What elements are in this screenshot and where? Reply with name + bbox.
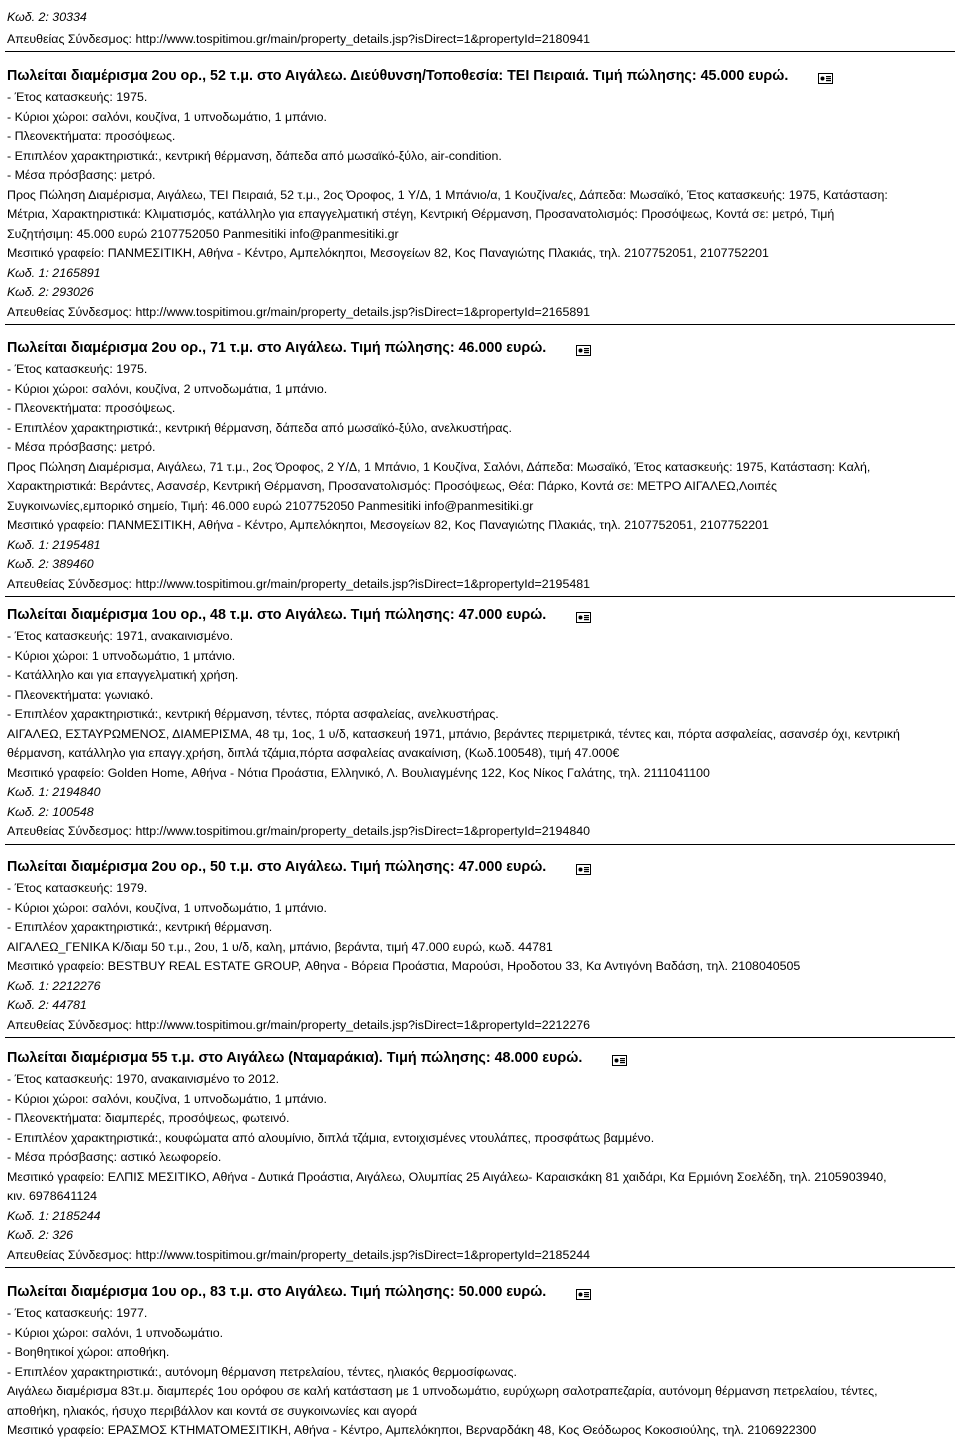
listing-feature: - Πλεονεκτήματα: διαμπερές, προσόψεως, φωτεινό. bbox=[7, 1111, 290, 1125]
listing-feature: - Πλεονεκτήματα: προσόψεως. bbox=[7, 401, 176, 415]
listing-code-2: Κωδ. 2: 44781 bbox=[7, 998, 87, 1012]
separator bbox=[5, 596, 955, 597]
listing-feature: - Έτος κατασκευής: 1970, ανακαινισμένο το 2012. bbox=[7, 1072, 280, 1086]
listing-agency: Μεσιτικό γραφείο: Golden Home, Αθήνα - Νότια Προάστια, Ελληνικό, Λ. Βουλιαγμένης 122, Κος Νίκος Γαλάτης, τηλ. 2111041100 bbox=[7, 765, 710, 780]
listing-description: Συγκοινωνίες,εμπορικό σημείο, Τιμή: 46.000 ευρώ 2107752050 Panmesitiki info@panmesitiki.gr bbox=[7, 498, 534, 513]
listing-feature: - Βοηθητικοί χώροι: αποθήκη. bbox=[7, 1345, 170, 1359]
listing-code-1: Κωδ. 1: 2165891 bbox=[7, 265, 101, 280]
listing-title bbox=[7, 1282, 953, 1302]
listing-description: ΑΙΓΑΛΕΩ, ΕΣΤΑΥΡΩΜΕΝΟΣ, ΔΙΑΜΕΡΙΣΜΑ, 48 τμ, 1ος, 1 υ/δ, κατασκευή 1971, μπάνιο, βεράντες περιμετρικά, τέντες και, πόρτα ασφαλείας, ασανσέρ όχι, κεντρική bbox=[7, 726, 900, 741]
listing-code-1: Κωδ. 1: 2185244 bbox=[7, 1208, 101, 1223]
listing-direct-link[interactable]: Απευθείας Σύνδεσμος: http://www.tospitimou.gr/main/property_details.jsp?isDirect=1&propertyId=2194840 bbox=[7, 824, 591, 838]
listing-feature: - Πλεονεκτήματα: προσόψεως. bbox=[7, 129, 176, 143]
listing-title-text: Πωλείται διαμέρισμα 55 τ.μ. στο Αιγάλεω (Νταμαράκια). Τιμή πώλησης: 48.000 ευρώ. bbox=[7, 1050, 583, 1066]
listing-title-text: Πωλείται διαμέρισμα 1ου ορ., 48 τ.μ. στο Αιγάλεω. Τιμή πώλησης: 47.000 ευρώ. bbox=[7, 607, 547, 623]
listing-feature: - Επιπλέον χαρακτηριστικά:, αυτόνομη θέρμανση πετρελαίου, τέντες, ηλιακός θερμοσίφωνας. bbox=[7, 1364, 517, 1379]
listing-feature: - Μέσα πρόσβασης: μετρό. bbox=[7, 168, 156, 182]
listing-description: Προς Πώληση Διαμέρισμα, Αιγάλεω, ΤΕΙ Πειραιά, 52 τ.μ., 2ος Όροφος, 1 Υ/Δ, 1 Μπάνιο/α, 1 Κουζίνα/ες, Δάπεδα: Μωσαϊκό, Έτος κατασκευής: 1975, Κατάσταση: bbox=[7, 187, 888, 202]
listing-direct-link[interactable]: Απευθείας Σύνδεσμος: http://www.tospitimou.gr/main/property_details.jsp?isDirect=1&propertyId=2165891 bbox=[7, 304, 591, 319]
listing-title-text: Πωλείται διαμέρισμα 2ου ορ., 52 τ.μ. στο Αιγάλεω. Διεύθυνση/Τοποθεσία: ΤΕΙ Πειραιά. Τιμή πώλησης: 45.000 ευρώ. bbox=[7, 68, 789, 84]
listing-description: ΑΙΓΑΛΕΩ_ΓΕΝΙΚΑ Κ/διαμ 50 τ.μ., 2ου, 1 υ/δ, καλη, μπάνιο, βεράντα, τιμή 47.000 ευρώ, κωδ. 44781 bbox=[7, 939, 553, 954]
listing-direct-link[interactable]: Απευθείας Σύνδεσμος: http://www.tospitimou.gr/main/property_details.jsp?isDirect=1&propertyId=2195481 bbox=[7, 576, 591, 591]
listing-agency: Μεσιτικό γραφείο: BESTBUY REAL ESTATE GROUP, Αθηνα - Βόρεια Προάστια, Μαρούσι, Ηροδοτου 33, Κα Αντιγόνη Βαδάση, τηλ. 2108040505 bbox=[7, 959, 801, 973]
listing-feature: - Επιπλέον χαρακτηριστικά:, κεντρική θέρμανση, δάπεδα από μωσαϊκό-ξύλο, ανελκυστήρας. bbox=[7, 420, 512, 435]
listing-feature: - Έτος κατασκευής: 1977. bbox=[7, 1306, 148, 1320]
listing-description: Συζητήσιμη: 45.000 ευρώ 2107752050 Panmesitiki info@panmesitiki.gr bbox=[7, 226, 399, 241]
listing-description: Αιγάλεω διαμέρισμα 83τ.μ. διαμπερές 1ου ορόφου σε καλή κατάσταση με 1 υπνοδωμάτιο, ευρύχωρη σαλοτραπεζαρία, αυτόνομη θέρμανση πετρελαίου, τέντες, bbox=[7, 1384, 878, 1398]
listing-title bbox=[7, 605, 953, 625]
top-code: Κωδ. 2: 30334 bbox=[7, 10, 87, 24]
listing-agency: Μεσιτικό γραφείο: ΕΡΑΣΜΟΣ ΚΤΗΜΑΤΟΜΕΣΙΤΙΚΗ, Αθήνα - Κέντρο, Αμπελόκηποι, Βερναρδάκη 48, Κος Θεόδωρος Κοκοσιούλης, τηλ. 2106922300 bbox=[7, 1423, 817, 1437]
listing-title-text: Πωλείται διαμέρισμα 1ου ορ., 83 τ.μ. στο Αιγάλεω. Τιμή πώλησης: 50.000 ευρώ. bbox=[7, 1284, 547, 1300]
listing-agency: κιν. 6978641124 bbox=[7, 1189, 98, 1203]
listing-agency: Μεσιτικό γραφείο: ΕΛΠΙΣ ΜΕΣΙΤΙΚΟ, Αθήνα - Δυτικά Προάστια, Αιγάλεω, Ολυμπίας 25 Αιγάλεω- Καραισκάκη 81 χαιδάρι, Κα Ερμιόνη Σοελέδη, τηλ. 2105903940, bbox=[7, 1169, 887, 1184]
listing-title bbox=[7, 1048, 953, 1068]
listing-agency: Μεσιτικό γραφείο: ΠΑΝΜΕΣΙΤΙΚΗ, Αθήνα - Κέντρο, Αμπελόκηποι, Μεσογείων 82, Κος Παναγιώτης Πλακιάς, τηλ. 2107752051, 2107752201 bbox=[7, 518, 769, 532]
listing-direct-link[interactable]: Απευθείας Σύνδεσμος: http://www.tospitimou.gr/main/property_details.jsp?isDirect=1&propertyId=2212276 bbox=[7, 1017, 591, 1032]
listing-description: Χαρακτηριστικά: Βεράντες, Ασανσέρ, Κεντρική Θέρμανση, Προσανατολισμός: Προσόψεως, Θέα: Πάρκο, Κοντά σε: ΜΕΤΡΟ ΑΙΓΑΛΕΩ,Λοιπές bbox=[7, 479, 777, 493]
listing-code-1: Κωδ. 1: 2194840 bbox=[7, 785, 101, 799]
property-photo-icon[interactable] bbox=[576, 1286, 591, 1297]
listing-feature: - Κύριοι χώροι: σαλόνι, κουζίνα, 1 υπνοδωμάτιο, 1 μπάνιο. bbox=[7, 1091, 327, 1106]
property-photo-icon[interactable] bbox=[576, 861, 591, 872]
listing-description: αποθήκη, ηλιακός, ήσυχο περιβάλλον και κοντά σε συγκοινωνίες και αγορά bbox=[7, 1403, 418, 1418]
listing-agency: Μεσιτικό γραφείο: ΠΑΝΜΕΣΙΤΙΚΗ, Αθήνα - Κέντρο, Αμπελόκηποι, Μεσογείων 82, Κος Παναγιώτης Πλακιάς, τηλ. 2107752051, 2107752201 bbox=[7, 246, 769, 260]
listing-feature: - Κατάλληλο και για επαγγελματική χρήση. bbox=[7, 668, 239, 682]
listing-description: θέρμανση, κατάλληλο για επαγγ.χρήση, διπλά τζάμια,πόρτα ασφαλείας ανακαίνιση, (Κωδ.100548), τιμή 47.000€ bbox=[7, 746, 620, 760]
listing-code-2: Κωδ. 2: 389460 bbox=[7, 557, 94, 571]
separator bbox=[5, 844, 955, 845]
listing-feature: - Έτος κατασκευής: 1971, ανακαινισμένο. bbox=[7, 629, 234, 643]
listing-code-2: Κωδ. 2: 293026 bbox=[7, 285, 94, 299]
listing-description: Μέτρια, Χαρακτηριστικά: Κλιματισμός, κατάλληλο για επαγγελματική στέγη, Κεντρική Θέρμανση, Προσανατολισμός: Προσόψεως, Κοντά σε: μετρό, Τιμή bbox=[7, 207, 835, 221]
separator bbox=[5, 1267, 955, 1268]
listing-code-2: Κωδ. 2: 326 bbox=[7, 1228, 73, 1242]
listing-feature: - Έτος κατασκευής: 1975. bbox=[7, 90, 148, 104]
listing-feature: - Έτος κατασκευής: 1979. bbox=[7, 881, 148, 895]
listing-feature: - Επιπλέον χαρακτηριστικά:, κεντρική θέρμανση, δάπεδα από μωσαϊκό-ξύλο, air-condition. bbox=[7, 148, 502, 163]
listing-description: Προς Πώληση Διαμέρισμα, Αιγάλεω, 71 τ.μ., 2ος Όροφος, 2 Υ/Δ, 1 Μπάνιο, 1 Κουζίνα, Σαλόνι, Δάπεδα: Μωσαϊκό, Έτος κατασκευής: 1975, Κατάσταση: Καλή, bbox=[7, 459, 871, 474]
listing-code-2: Κωδ. 2: 100548 bbox=[7, 804, 94, 819]
property-photo-icon[interactable] bbox=[576, 609, 591, 620]
listing-feature: - Μέσα πρόσβασης: μετρό. bbox=[7, 440, 156, 454]
top-direct-link[interactable]: Απευθείας Σύνδεσμος: http://www.tospitimou.gr/main/property_details.jsp?isDirect=1&propertyId=2180941 bbox=[7, 32, 591, 46]
listing-title bbox=[7, 338, 953, 358]
listing-feature: - Έτος κατασκευής: 1975. bbox=[7, 362, 148, 376]
listing-feature: - Επιπλέον χαρακτηριστικά:, κεντρική θέρμανση. bbox=[7, 920, 273, 934]
listing-feature: - Κύριοι χώροι: σαλόνι, κουζίνα, 1 υπνοδωμάτιο, 1 μπάνιο. bbox=[7, 109, 327, 124]
listing-feature: - Κύριοι χώροι: 1 υπνοδωμάτιο, 1 μπάνιο. bbox=[7, 648, 236, 663]
listing-feature: - Κύριοι χώροι: σαλόνι, κουζίνα, 2 υπνοδωμάτια, 1 μπάνιο. bbox=[7, 381, 328, 396]
listing-title-text: Πωλείται διαμέρισμα 2ου ορ., 50 τ.μ. στο Αιγάλεω. Τιμή πώλησης: 47.000 ευρώ. bbox=[7, 859, 547, 875]
separator bbox=[5, 1037, 955, 1038]
listing-code-1: Κωδ. 1: 2212276 bbox=[7, 978, 101, 993]
listing-title-text: Πωλείται διαμέρισμα 2ου ορ., 71 τ.μ. στο Αιγάλεω. Τιμή πώλησης: 46.000 ευρώ. bbox=[7, 340, 547, 356]
separator bbox=[5, 324, 955, 325]
listing-feature: - Μέσα πρόσβασης: αστικό λεωφορείο. bbox=[7, 1150, 222, 1164]
property-photo-icon[interactable] bbox=[612, 1052, 627, 1063]
listing-title bbox=[7, 66, 953, 86]
property-photo-icon[interactable] bbox=[576, 342, 591, 353]
listing-title bbox=[7, 857, 953, 877]
listing-feature: - Επιπλέον χαρακτηριστικά:, κεντρική θέρμανση, τέντες, πόρτα ασφαλείας, ανελκυστήρας. bbox=[7, 707, 499, 721]
separator bbox=[5, 51, 955, 52]
listing-feature: - Κύριοι χώροι: σαλόνι, κουζίνα, 1 υπνοδωμάτιο, 1 μπάνιο. bbox=[7, 900, 327, 915]
listing-code-1: Κωδ. 1: 2195481 bbox=[7, 537, 101, 552]
property-photo-icon[interactable] bbox=[818, 70, 833, 81]
listing-feature: - Επιπλέον χαρακτηριστικά:, κουφώματα από αλουμίνιο, διπλά τζάμια, εντοιχισμένες ντουλάπες, προσφάτως βαμμένο. bbox=[7, 1130, 655, 1145]
listing-direct-link[interactable]: Απευθείας Σύνδεσμος: http://www.tospitimou.gr/main/property_details.jsp?isDirect=1&propertyId=2185244 bbox=[7, 1247, 591, 1262]
listing-feature: - Κύριοι χώροι: σαλόνι, 1 υπνοδωμάτιο. bbox=[7, 1325, 224, 1340]
listing-feature: - Πλεονεκτήματα: γωνιακό. bbox=[7, 687, 154, 702]
